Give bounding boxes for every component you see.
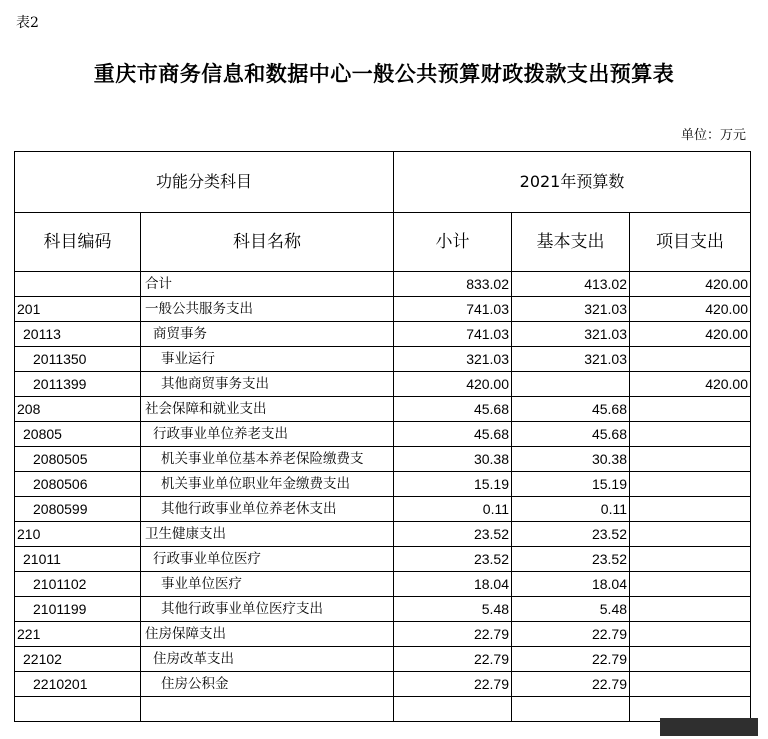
cell-code: 2210201 (15, 672, 141, 697)
cell-code: 2011399 (15, 372, 141, 397)
header-basic: 基本支出 (512, 213, 630, 272)
cell-code: 20805 (15, 422, 141, 447)
cell-basic: 22.79 (512, 672, 630, 697)
cell-code: 20113 (15, 322, 141, 347)
table-row (15, 372, 751, 397)
cell-project (630, 397, 751, 422)
cell-project: 420.00 (630, 322, 751, 347)
table-row (15, 597, 751, 622)
cell-name: 社会保障和就业支出 (141, 397, 394, 422)
table-row (15, 347, 751, 372)
cell-subtotal: 741.03 (394, 297, 512, 322)
table-row (15, 572, 751, 597)
header-function-category: 功能分类科目 (15, 152, 394, 213)
cell-subtotal: 23.52 (394, 547, 512, 572)
cell-subtotal: 5.48 (394, 597, 512, 622)
cell-subtotal: 45.68 (394, 397, 512, 422)
cell-basic: 22.79 (512, 647, 630, 672)
cell-subtotal: 23.52 (394, 522, 512, 547)
cell-code: 21011 (15, 547, 141, 572)
cell-name (141, 697, 394, 722)
cell-name: 合计 (141, 272, 394, 297)
cell-project (630, 547, 751, 572)
cell-name: 其他商贸事务支出 (141, 372, 394, 397)
table-row (15, 472, 751, 497)
table-row (15, 397, 751, 422)
cell-code: 2101199 (15, 597, 141, 622)
cell-project (630, 672, 751, 697)
cell-subtotal: 30.38 (394, 447, 512, 472)
table-row (15, 447, 751, 472)
cell-basic: 23.52 (512, 547, 630, 572)
cell-project (630, 572, 751, 597)
cell-subtotal: 321.03 (394, 347, 512, 372)
header-row-group (15, 152, 751, 213)
cell-basic: 30.38 (512, 447, 630, 472)
cell-code (15, 697, 141, 722)
cell-code: 2080506 (15, 472, 141, 497)
cell-project (630, 472, 751, 497)
watermark-bar (660, 718, 758, 736)
header-subtotal: 小计 (394, 213, 512, 272)
table-row (15, 322, 751, 347)
header-code: 科目编码 (15, 213, 141, 272)
cell-name: 住房改革支出 (141, 647, 394, 672)
cell-basic: 45.68 (512, 422, 630, 447)
cell-basic: 321.03 (512, 322, 630, 347)
cell-basic: 0.11 (512, 497, 630, 522)
table-body (15, 272, 751, 722)
cell-subtotal: 833.02 (394, 272, 512, 297)
cell-name: 行政事业单位医疗 (141, 547, 394, 572)
table-number-label: 表2 (16, 15, 39, 31)
table-row (15, 672, 751, 697)
cell-project (630, 522, 751, 547)
cell-code: 2011350 (15, 347, 141, 372)
cell-subtotal: 0.11 (394, 497, 512, 522)
cell-name: 事业单位医疗 (141, 572, 394, 597)
cell-basic: 321.03 (512, 347, 630, 372)
page-title: 重庆市商务信息和数据中心一般公共预算财政拨款支出预算表 (93, 62, 675, 86)
cell-name: 住房公积金 (141, 672, 394, 697)
cell-subtotal: 22.79 (394, 672, 512, 697)
cell-name: 机关事业单位基本养老保险缴费支 (141, 447, 394, 472)
cell-code: 210 (15, 522, 141, 547)
cell-name: 卫生健康支出 (141, 522, 394, 547)
cell-project (630, 422, 751, 447)
cell-subtotal: 420.00 (394, 372, 512, 397)
header-row-columns (15, 213, 751, 272)
cell-name: 事业运行 (141, 347, 394, 372)
cell-basic: 23.52 (512, 522, 630, 547)
cell-code: 22102 (15, 647, 141, 672)
cell-project: 420.00 (630, 372, 751, 397)
cell-subtotal: 22.79 (394, 647, 512, 672)
cell-basic: 413.02 (512, 272, 630, 297)
header-budget-2021: 2021年预算数 (394, 152, 751, 213)
cell-name: 一般公共服务支出 (141, 297, 394, 322)
cell-code: 208 (15, 397, 141, 422)
table-row (15, 547, 751, 572)
cell-code: 2101102 (15, 572, 141, 597)
table-row (15, 622, 751, 647)
cell-project (630, 622, 751, 647)
cell-subtotal: 15.19 (394, 472, 512, 497)
cell-basic: 5.48 (512, 597, 630, 622)
table-row (15, 647, 751, 672)
table-row (15, 522, 751, 547)
table-row (15, 697, 751, 722)
cell-basic: 22.79 (512, 622, 630, 647)
cell-basic: 15.19 (512, 472, 630, 497)
cell-code: 221 (15, 622, 141, 647)
unit-label: 单位：万元 (680, 128, 746, 143)
cell-code: 2080505 (15, 447, 141, 472)
cell-name: 其他行政事业单位养老休支出 (141, 497, 394, 522)
cell-project: 420.00 (630, 297, 751, 322)
table-row (15, 497, 751, 522)
table-row (15, 422, 751, 447)
cell-basic (512, 372, 630, 397)
table-row (15, 272, 751, 297)
cell-basic (512, 697, 630, 722)
cell-name: 住房保障支出 (141, 622, 394, 647)
cell-name: 商贸事务 (141, 322, 394, 347)
cell-project (630, 347, 751, 372)
cell-subtotal: 18.04 (394, 572, 512, 597)
cell-code: 201 (15, 297, 141, 322)
budget-table (14, 151, 751, 722)
cell-project (630, 497, 751, 522)
cell-code (15, 272, 141, 297)
cell-subtotal: 741.03 (394, 322, 512, 347)
cell-project (630, 447, 751, 472)
cell-project (630, 597, 751, 622)
header-project: 项目支出 (630, 213, 751, 272)
table-row (15, 297, 751, 322)
cell-project: 420.00 (630, 272, 751, 297)
cell-basic: 45.68 (512, 397, 630, 422)
cell-name: 行政事业单位养老支出 (141, 422, 394, 447)
header-name: 科目名称 (141, 213, 394, 272)
cell-name: 机关事业单位职业年金缴费支出 (141, 472, 394, 497)
cell-basic: 18.04 (512, 572, 630, 597)
cell-code: 2080599 (15, 497, 141, 522)
cell-subtotal: 45.68 (394, 422, 512, 447)
cell-name: 其他行政事业单位医疗支出 (141, 597, 394, 622)
cell-basic: 321.03 (512, 297, 630, 322)
cell-subtotal (394, 697, 512, 722)
cell-subtotal: 22.79 (394, 622, 512, 647)
cell-project (630, 647, 751, 672)
